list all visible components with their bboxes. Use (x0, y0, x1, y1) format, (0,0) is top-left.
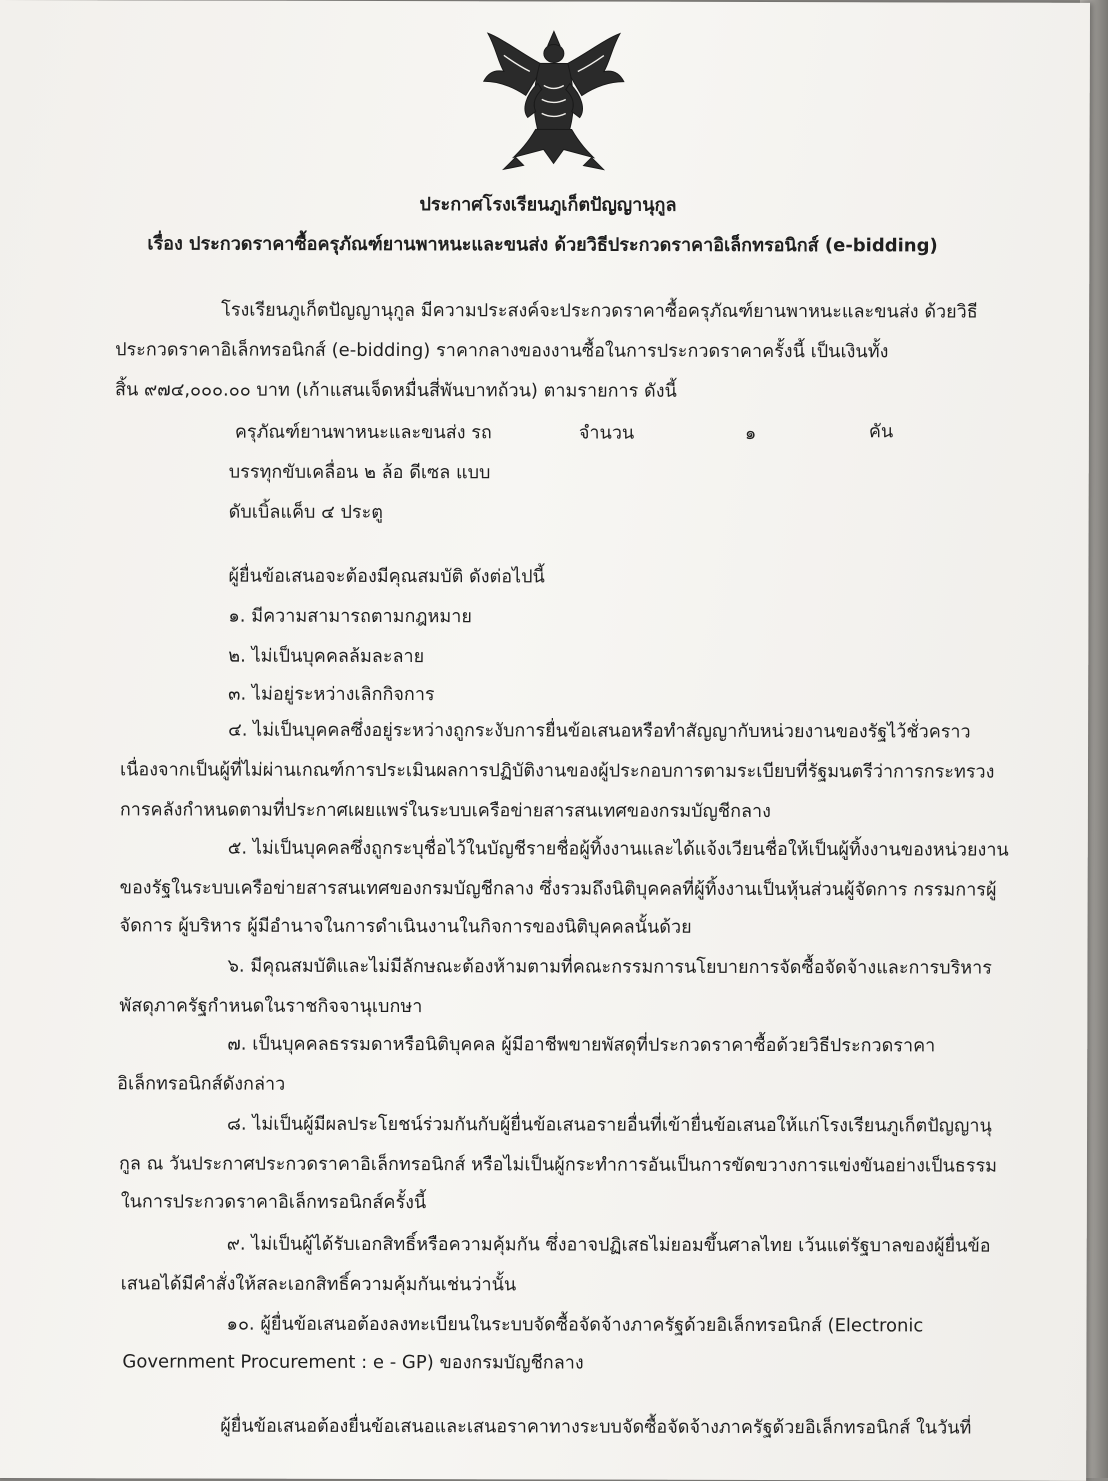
qualification-line: กูล ณ วันประกาศประกวดราคาอิเล็กทรอนิกส์ หรือไม่เป็นผู้กระทำการอันเป็นการขัดขวางการแข่งขันอย่างเป็นธรรม (118, 1153, 998, 1177)
qualification-line: Government Procurement : e - GP) ของกรมบัญชีกลาง (122, 1351, 584, 1374)
qualification-line: ๒. ไม่เป็นบุคคลล้มละลาย (228, 645, 425, 668)
item-description: ดับเบิ้ลแค็บ ๔ ประตู (228, 501, 383, 524)
qualifications-heading: ผู้ยื่นข้อเสนอจะต้องมีคุณสมบัติ ดังต่อไปนี้ (228, 565, 545, 588)
item-unit: คัน (868, 421, 894, 443)
item-description: ครุภัณฑ์ยานพาหนะและขนส่ง รถ (234, 421, 492, 444)
qualification-line: ๘. ไม่เป็นผู้มีผลประโยชน์ร่วมกันกับผู้ยื่นข้อเสนอรายอื่นที่เข้ายื่นข้อเสนอให้แก่โรงเรียนภูเก็ตปัญญานุ (227, 1113, 992, 1137)
qualification-line: พัสดุภาครัฐกำหนดในราชกิจจานุเบกษา (119, 995, 423, 1018)
intro-line: สิ้น ๙๗๔,๐๐๐.๐๐ บาท (เก้าแสนเจ็ดหมื่นสี่พันบาทถ้วน) ตามรายการ ดังนี้ (114, 379, 677, 402)
qualification-line: จัดการ ผู้บริหาร ผู้มีอำนาจในการดำเนินงานในกิจการของนิติบุคคลนั้นด้วย (119, 915, 692, 938)
qualification-line: ๑. มีความสามารถตามกฎหมาย (228, 605, 472, 628)
qualification-line: ในการประกวดราคาอิเล็กทรอนิกส์ครั้งนี้ (120, 1191, 427, 1214)
intro-line: โรงเรียนภูเก็ตปัญญานุกูล มีความประสงค์จะประกวดราคาซื้อครุภัณฑ์ยานพาหนะและขนส่ง ด้วยวิธี (221, 299, 978, 323)
qualification-line: ๙. ไม่เป็นผู้ได้รับเอกสิทธิ์หรือความคุ้มกัน ซึ่งอาจปฏิเสธไม่ยอมขึ้นศาลไทย เว้นแต่รัฐบาลของผู้ยื่นข้อ (226, 1233, 991, 1257)
item-description: บรรทุกขับเคลื่อน ๒ ล้อ ดีเซล แบบ (228, 461, 491, 484)
intro-line: ประกวดราคาอิเล็กทรอนิกส์ (e-bidding) ราคากลางของงานซื้อในการประกวดราคาครั้งนี้ เป็นเงินทั้ง (115, 339, 889, 363)
qualification-line: เนื่องจากเป็นผู้ที่ไม่ผ่านเกณฑ์การประเมินผลการปฏิบัติงานของผู้ประกอบการตามระเบียบที่รัฐมนตรีว่าการกระทรวง (119, 759, 995, 783)
qualification-line: เสนอได้มีคำสั่งให้สละเอกสิทธิ์ความคุ้มกันเช่นว่านั้น (120, 1273, 517, 1296)
qualification-line: ๖. มีคุณสมบัติและไม่มีลักษณะต้องห้ามตามที่คณะกรรมการนโยบายการจัดซื้อจัดจ้างและการบริหาร (227, 955, 992, 979)
qualification-line: อิเล็กทรอนิกส์ดังกล่าว (117, 1073, 286, 1095)
qualification-line: ๕. ไม่เป็นบุคคลซึ่งถูกระบุชื่อไว้ในบัญชีรายชื่อผู้ทิ้งงานและได้แจ้งเวียนชื่อให้เป็นผู้ทิ้งงานของหน่วยงาน (227, 837, 1009, 861)
document-title: ประกาศโรงเรียนภูเก็ตปัญญานุกูล (419, 194, 677, 216)
qualification-line: ๓. ไม่อยู่ระหว่างเลิกกิจการ (228, 683, 435, 706)
qualification-line: ๑๐. ผู้ยื่นข้อเสนอต้องลงทะเบียนในระบบจัดซื้อจัดจ้างภาครัฐด้วยอิเล็กทรอนิกส์ (Electronic (226, 1313, 924, 1337)
document-subject: เรื่อง ประกวดราคาซื้อครุภัณฑ์ยานพาหนะและขนส่ง ด้วยวิธีประกวดราคาอิเล็กทรอนิกส์ (e-bidding) (147, 233, 938, 257)
qualification-line: การคลังกำหนดตามที่ประกาศเผยแพร่ในระบบเครือข่ายสารสนเทศของกรมบัญชีกลาง (119, 799, 771, 823)
qualification-line: ๗. เป็นบุคคลธรรมดาหรือนิติบุคคล ผู้มีอาชีพขายพัสดุที่ประกวดราคาซื้อด้วยวิธีประกวดราคา (227, 1033, 936, 1057)
closing-line: ผู้ยื่นข้อเสนอต้องยื่นข้อเสนอและเสนอราคาทางระบบจัดซื้อจัดจ้างภาครัฐด้วยอิเล็กทรอนิกส์ ในวันที่ (220, 1415, 972, 1439)
item-quantity-label: จำนวน (578, 422, 635, 444)
qualification-line: ของรัฐในระบบเครือข่ายสารสนเทศของกรมบัญชีกลาง ซึ่งรวมถึงนิติบุคคลที่ผู้ทิ้งงานเป็นหุ้นส่วนผู้จัดการ กรรมการผู้ (119, 877, 997, 901)
qualification-line: ๔. ไม่เป็นบุคคลซึ่งอยู่ระหว่างถูกระงับการยื่นข้อเสนอหรือทำสัญญากับหน่วยงานของรัฐไว้ชั่วคราว (228, 719, 971, 743)
garuda-emblem (474, 25, 634, 175)
item-quantity: ๑ (744, 422, 757, 444)
